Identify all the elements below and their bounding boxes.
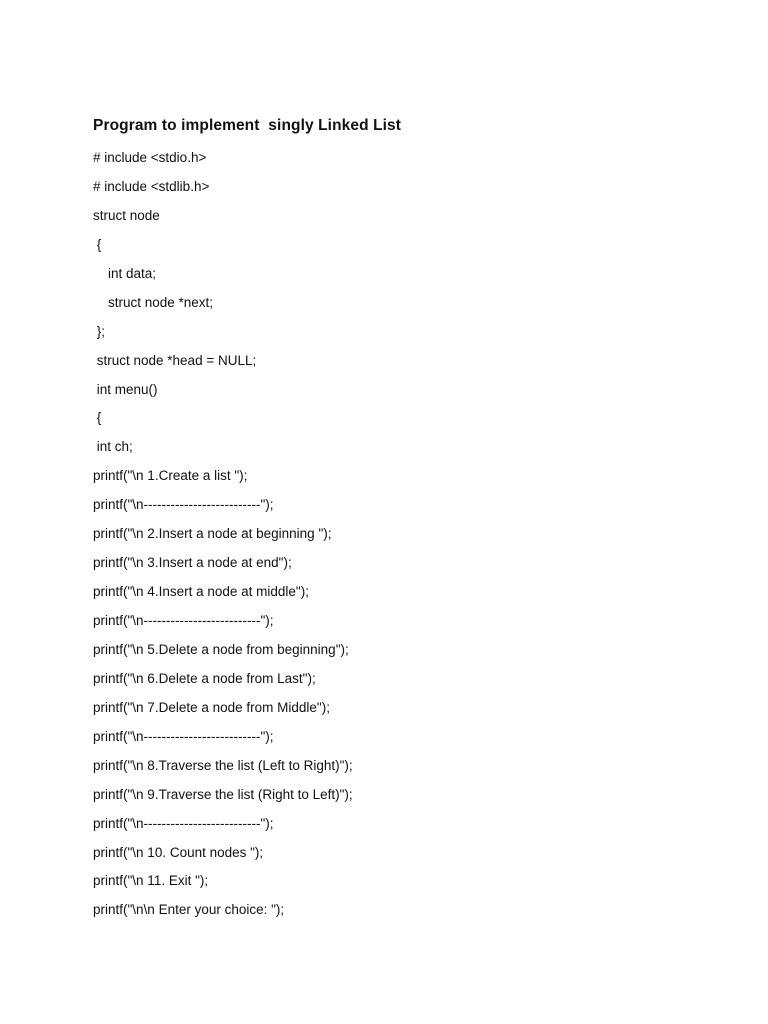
code-line: struct node *next;: [93, 294, 214, 310]
code-line: printf("\n 11. Exit ");: [93, 873, 209, 889]
code-line: printf("\n--------------------------");: [93, 728, 274, 744]
code-line: printf("\n 5.Delete a node from beginning");: [93, 641, 349, 657]
code-line: struct node: [93, 207, 160, 223]
code-listing: [93, 147, 353, 928]
code-line: int ch;: [93, 439, 133, 455]
code-line: printf("\n 7.Delete a node from Middle");: [93, 699, 330, 715]
code-line: printf("\n--------------------------");: [93, 613, 274, 628]
code-line: {: [93, 410, 102, 426]
code-line: printf("\n 4.Insert a node at middle");: [93, 584, 309, 600]
code-line: printf("\n 9.Traverse the list (Right to Left)");: [93, 786, 353, 802]
code-line: printf("\n 3.Insert a node at end");: [93, 555, 292, 571]
code-line: printf("\n 1.Create a list ");: [93, 468, 248, 484]
code-line: int menu(): [93, 381, 158, 397]
code-line: # include <stdio.h>: [93, 150, 207, 165]
code-line: printf("\n--------------------------");: [93, 815, 274, 831]
code-line: printf("\n 2.Insert a node at beginning ");: [93, 526, 332, 542]
code-line: printf("\n 10. Count nodes ");: [93, 844, 264, 860]
code-line: int data;: [93, 265, 157, 281]
code-line: printf("\n--------------------------");: [93, 497, 274, 513]
code-line: {: [93, 236, 102, 252]
code-line: printf("\n\n Enter your choice: ");: [93, 902, 285, 918]
code-line: printf("\n 6.Delete a node from Last");: [93, 670, 316, 686]
document-title: Program to implement singly Linked List: [93, 117, 402, 134]
code-line: printf("\n 8.Traverse the list (Left to Right)");: [93, 757, 353, 773]
code-line: struct node *head = NULL;: [93, 352, 257, 368]
code-line: # include <stdlib.h>: [93, 178, 210, 194]
code-line: };: [93, 323, 106, 339]
